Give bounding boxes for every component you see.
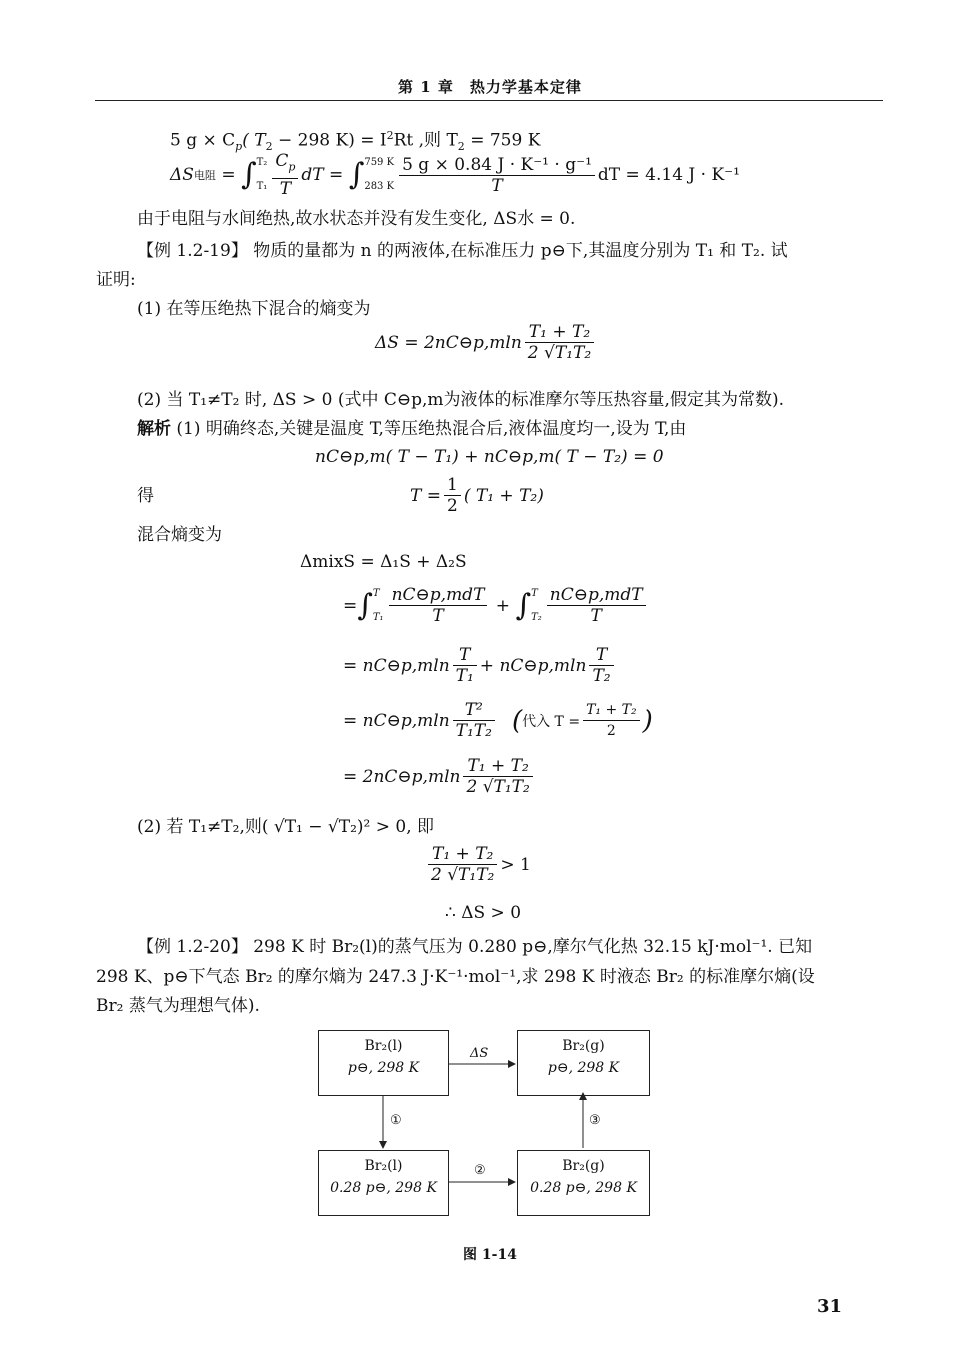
label-step-2: ② [474, 1163, 486, 1178]
equation-resistor-entropy: ΔS 电阻 = ∫ T₂ T₁ $\frac{C_p}{T}$ dT = ∫ 759 K 283 K $\frac{\text{5 g × 0.84 J · K⁻¹ · g⁻¹}}{T}$ dT = 4.14 J · K⁻¹ [170, 151, 740, 199]
label-de: 得 [137, 486, 154, 506]
example-20: 【例 1.2-20】 298 K 时 Br₂(l)的蒸气压为 0.280 p⊖,摩尔气化热 32.15 kJ·mol⁻¹. 已知 [137, 937, 813, 957]
equation-heat: 5 $g \times C_p$( $T_2 - 298$ $K) = I^2Rt$ ,则 $T_2 = 759$ K [170, 129, 541, 154]
question-2: (2) 当 T₁≠T₂ 时, ΔS > 0 (式中 C⊖p,m为液体的标准摩尔等压热容量,假定其为常数). [137, 390, 784, 410]
conclusion: ∴ ΔS > 0 [445, 903, 522, 923]
mix-line-5: = 2nC⊖p,mln $\frac{\text{T₁ + T₂}}{\text{2 √T₁T₂}}$ [343, 756, 536, 797]
equation-mix-entropy: ΔS = 2nC⊖p,mln $\frac{\text{T₁ + T₂}}{\text{2 √T₁T₂}}$ [375, 322, 597, 363]
page-number: 31 [816, 1296, 842, 1317]
mix-entropy-label: 混合熵变为 [137, 525, 222, 545]
example-20-line3: Br₂ 蒸气为理想气体). [96, 996, 260, 1016]
example-19-cont: 证明: [96, 270, 136, 290]
box-liquid-reduced: Br₂(l) 0.28 p⊖, 298 K [318, 1150, 449, 1216]
box-gas-standard: Br₂(g) p⊖, 298 K [517, 1030, 650, 1096]
label-step-3: ③ [589, 1113, 601, 1128]
mix-line-4: = nC⊖p,mln $\frac{\text{T²}}{\text{T₁T₂}}$ ( 代入 T = $\frac{\text{T₁ + T₂}}{2}$ ) [343, 700, 653, 741]
inequality: $\frac{\text{T₁ + T₂}}{\text{2 √T₁T₂}}$ > 1 [425, 844, 531, 885]
mix-line-1: ΔmixS = Δ₁S + Δ₂S [300, 552, 467, 572]
part-2-text: (2) 若 T₁≠T₂,则( √T₁ − √T₂)² > 0, 即 [137, 817, 435, 837]
box-liquid-standard: Br₂(l) p⊖, 298 K [318, 1030, 449, 1096]
equation-balance: nC⊖p,m( T − T₁) + nC⊖p,m( T − T₂) = 0 [315, 447, 664, 467]
mix-line-2: = ∫ T T₁ $\frac{\text{nC⊖p,mdT}}{T}$ + ∫ T T₂ $\frac{\text{nC⊖p,mdT}}{T}$ [343, 585, 649, 626]
figure-caption: 图 1-14 [463, 1247, 517, 1263]
example-20-line2: 298 K、p⊖下气态 Br₂ 的摩尔熵为 247.3 J·K⁻¹·mol⁻¹,求 298 K 时液态 Br₂ 的标准摩尔熵(设 [96, 967, 815, 987]
water-state-text: 由于电阻与水间绝热,故水状态并没有发生变化, ΔS水 = 0. [137, 209, 576, 229]
integral-sign: ∫ [241, 157, 257, 192]
question-1: (1) 在等压绝热下混合的熵变为 [137, 299, 371, 319]
label-delta-s: ΔS [470, 1046, 489, 1061]
running-header: 第 1 章 热力学基本定律 [398, 78, 582, 96]
solution-intro: 解析 (1) 明确终态,关键是温度 T,等压绝热混合后,液体温度均一,设为 T,由 [137, 419, 687, 439]
mix-line-3: = nC⊖p,mln $\frac{T}{\text{T₁}}$ + nC⊖p,mln $\frac{T}{\text{T₂}}$ [343, 645, 617, 686]
equation-final-T: T = $\frac{1}{2}$ ( T₁ + T₂) [410, 475, 544, 516]
example-19: 【例 1.2-19】 物质的量都为 n 的两液体,在标准压力 p⊖下,其温度分别为 T₁ 和 T₂. 试 [137, 241, 788, 261]
label-step-1: ① [390, 1113, 402, 1128]
box-gas-reduced: Br₂(g) 0.28 p⊖, 298 K [517, 1150, 650, 1216]
